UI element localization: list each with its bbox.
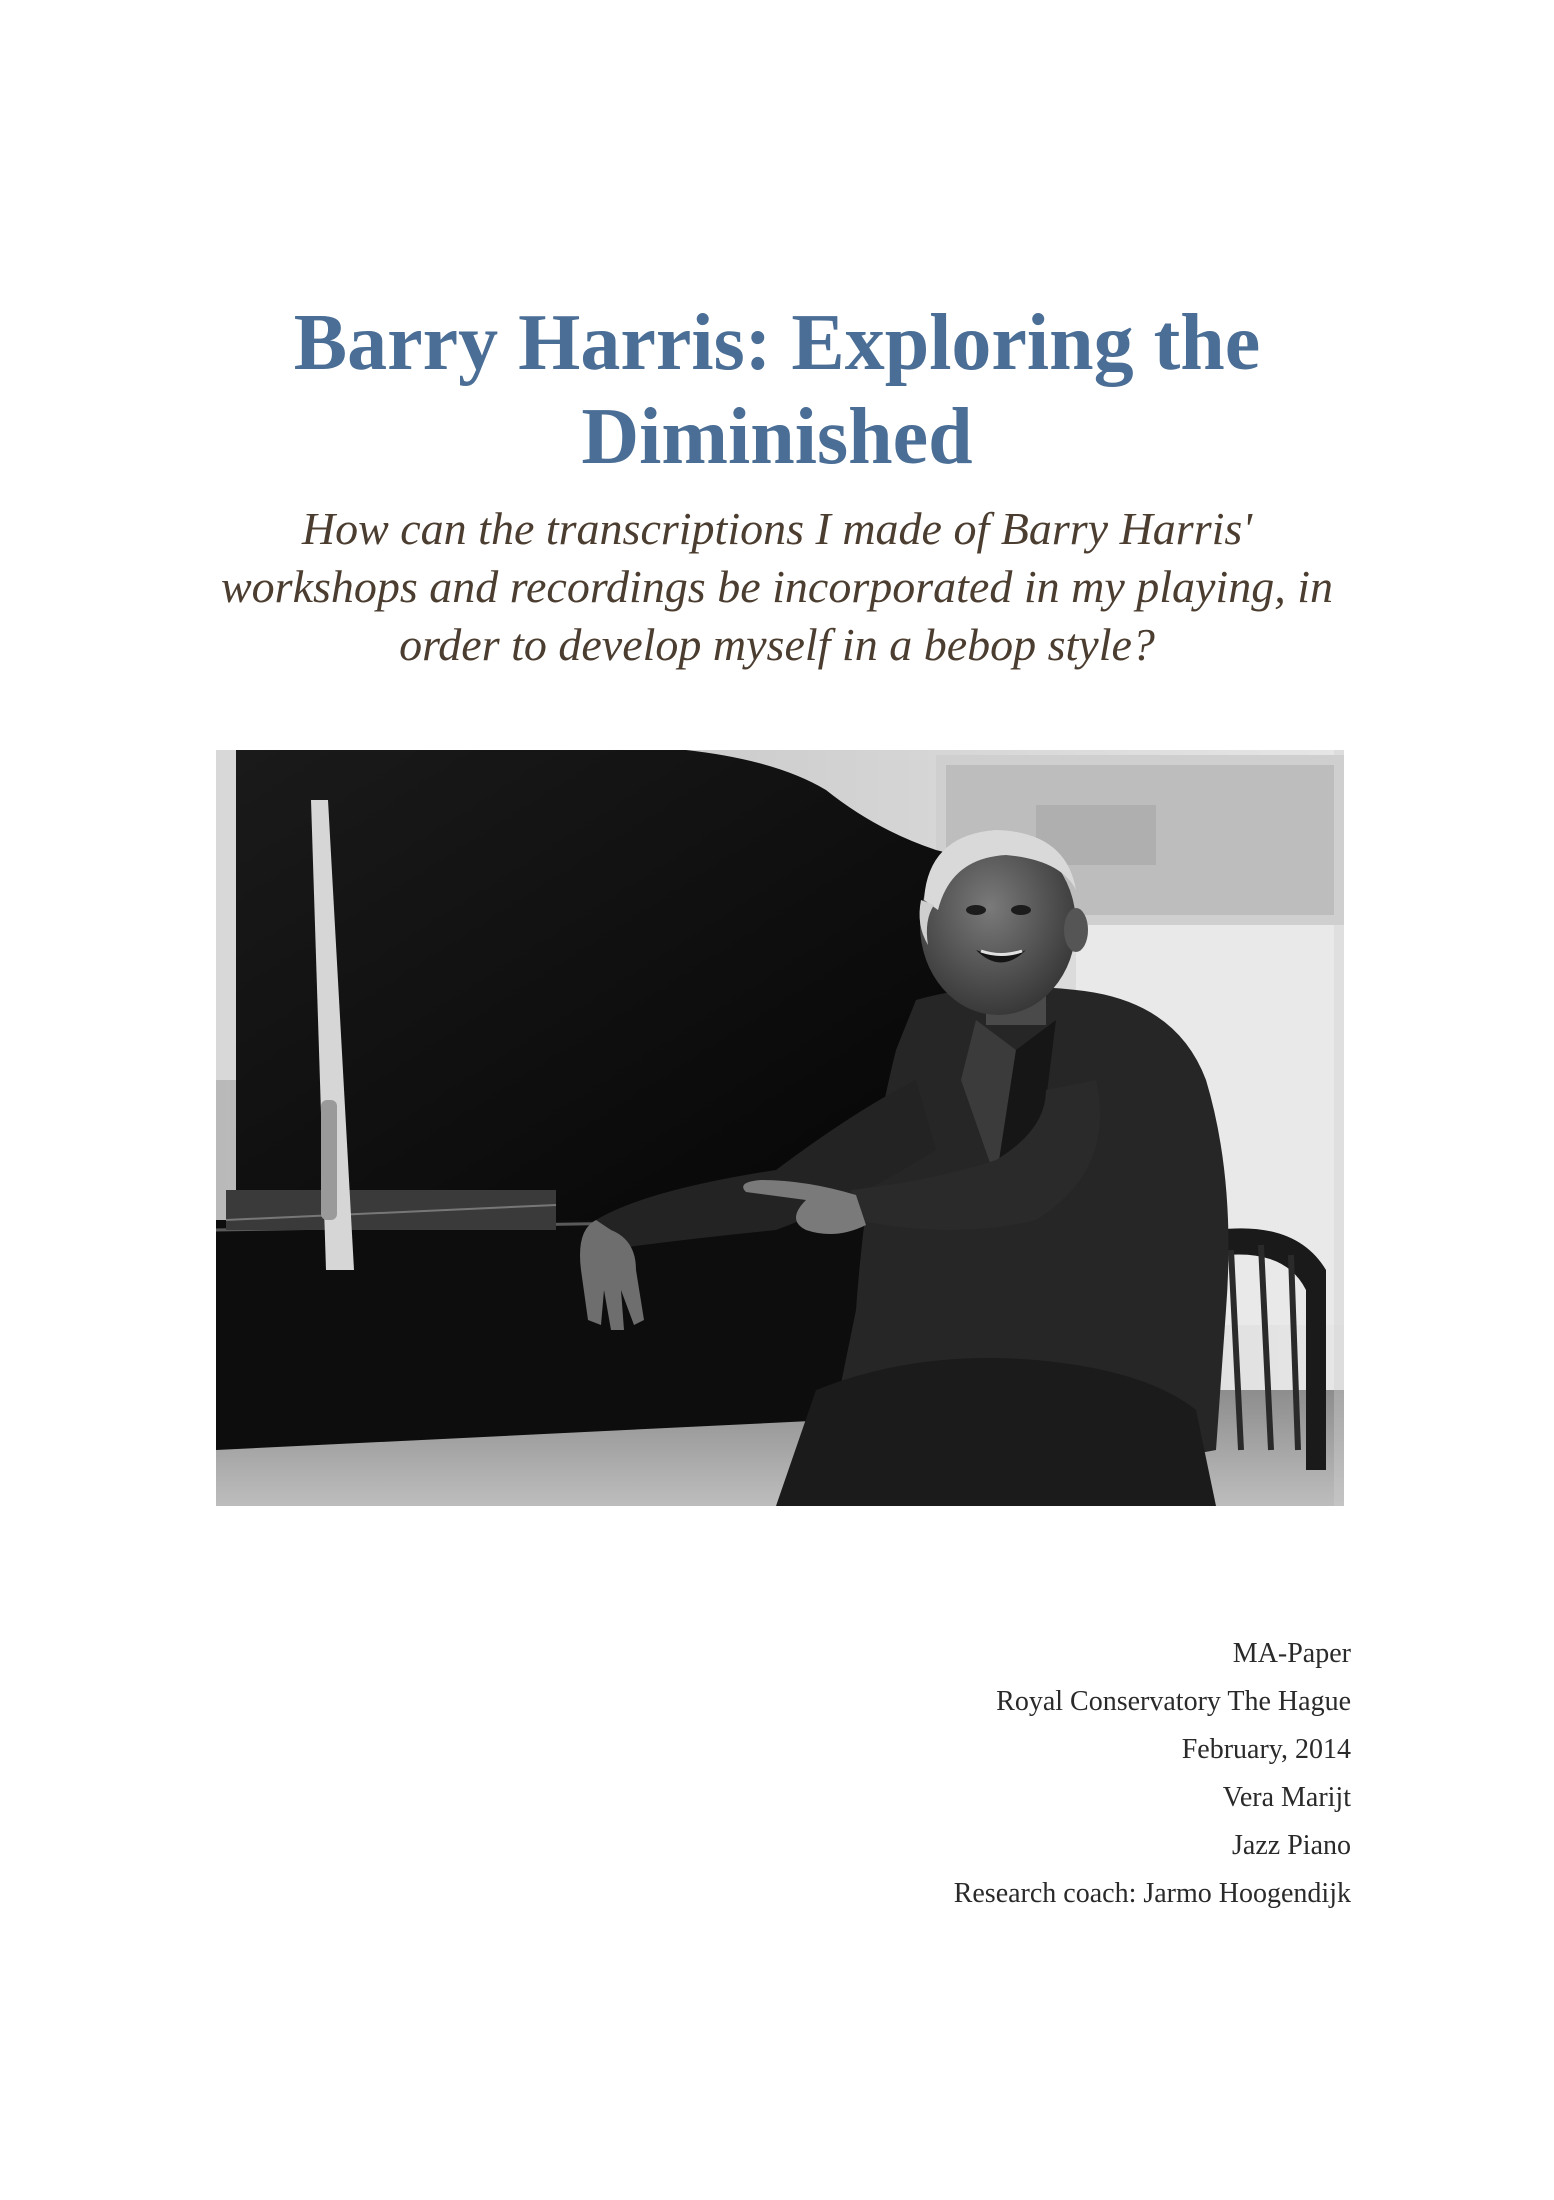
paper-title: Barry Harris: Exploring the Diminished bbox=[293, 299, 1261, 481]
cover-photo bbox=[216, 750, 1344, 1506]
department: Jazz Piano bbox=[1232, 1830, 1351, 1861]
research-question: How can the transcriptions I made of Barry Harris' workshops and recordings be incorporated in my playing, in order to develop myself in a bebop style? bbox=[221, 503, 1333, 670]
research-coach: Research coach: Jarmo Hoogendijk bbox=[953, 1878, 1351, 1909]
barry-harris-at-piano-photo bbox=[216, 750, 1344, 1506]
institution: Royal Conservatory The Hague bbox=[996, 1686, 1351, 1717]
cover-details bbox=[954, 1630, 1351, 1918]
date: February, 2014 bbox=[1181, 1734, 1351, 1765]
paper-type: MA-Paper bbox=[1232, 1638, 1351, 1669]
author: Vera Marijt bbox=[1222, 1782, 1351, 1813]
